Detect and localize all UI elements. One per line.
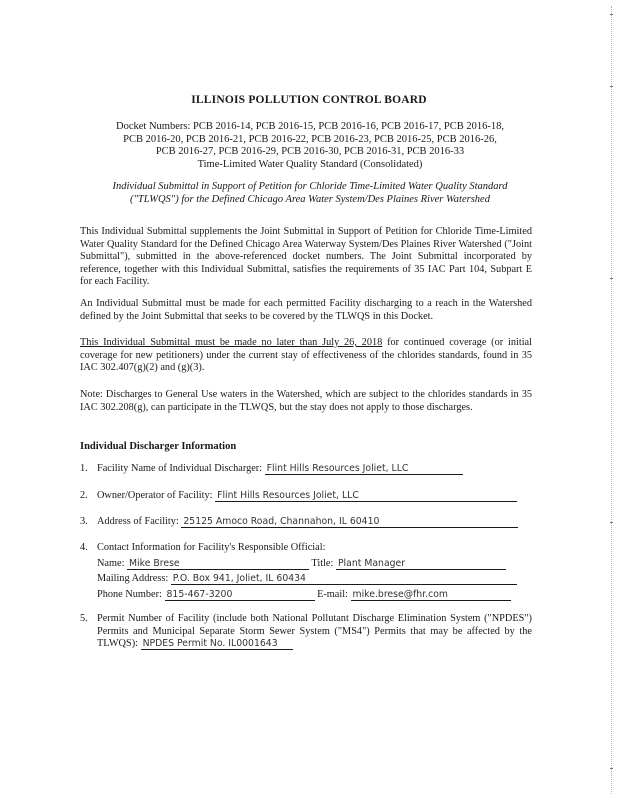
item-number: 4. — [80, 542, 88, 553]
permit-number-field[interactable]: NPDES Permit No. IL0001643 — [141, 638, 293, 650]
phone-field[interactable]: 815-467-3200 — [165, 589, 315, 601]
phone-email-row — [97, 589, 532, 605]
item-number: 3. — [80, 516, 88, 527]
submittal-subtitle — [80, 181, 540, 206]
email-label: E-mail: — [317, 588, 348, 600]
docket-block — [80, 121, 540, 171]
scan-edge — [611, 6, 612, 794]
email-field[interactable]: mike.brese@fhr.com — [351, 589, 511, 601]
deadline-rest: for continued coverage (or initial coverage for new petitioners) under the current stay of effectiveness of the chlorides standards, found in 35 IAC 302.407(g)(2) and (g)(3). — [80, 337, 532, 374]
docket-line: PCB 2016-27, PCB 2016-29, PCB 2016-30, PCB 2016-31, PCB 2016-33 — [155, 146, 465, 158]
deadline-text: This Individual Submittal must be made no later than July 26, 2018 — [80, 337, 383, 348]
item-label: Permit Number of Facility (include both National Pollutant Discharge Elimination System ("NPDES") Permits and Municipal Separate Storm Sewer System ("MS4") Permits that may be affected by the TLWQS): — [97, 613, 532, 650]
item-label: Address of Facility: — [97, 516, 179, 527]
facility-name-field[interactable]: Flint Hills Resources Joliet, LLC — [265, 463, 463, 475]
scan-mark — [610, 14, 613, 15]
item-number: 5. — [80, 613, 88, 624]
name-title-row — [97, 558, 532, 574]
item-label: Facility Name of Individual Discharger: — [97, 463, 263, 474]
scan-mark — [610, 278, 613, 279]
contact-heading-row — [97, 542, 532, 558]
title-field[interactable]: Plant Manager — [336, 558, 506, 570]
item-number: 2. — [80, 490, 88, 501]
mailing-address-field[interactable]: P.O. Box 941, Joliet, IL 60434 — [171, 573, 517, 585]
scan-mark — [610, 768, 613, 769]
phone-label: Phone Number: — [97, 588, 162, 600]
owner-operator-field[interactable]: Flint Hills Resources Joliet, LLC — [215, 490, 517, 502]
title-label: Title: — [311, 557, 334, 569]
name-label: Name: — [97, 557, 125, 569]
mailing-label: Mailing Address: — [97, 573, 169, 584]
intro-paragraph: This Individual Submittal supplements the Joint Submittal in Support of Petition for Chloride Time-Limited Water Quality Standard for the Defined Chicago Area Waterway System/Des Plaines River Watershed ("Joint Submittal"), submitted in the above-referenced docket numbers. The Joint Submittal incorporated by reference, together with this Individual Submittal, satisfies the requirements of 35 IAC Part 104, Subpart E for each Facility. — [80, 226, 532, 288]
mailing-row — [97, 573, 532, 589]
deadline-paragraph — [80, 337, 532, 375]
docket-line: Time-Limited Water Quality Standard (Consolidated) — [197, 158, 423, 170]
subtitle-line: ("TLWQS") for the Defined Chicago Area Water System/Des Plaines River Watershed — [130, 193, 490, 205]
docket-line: Docket Numbers: PCB 2016-14, PCB 2016-15, PCB 2016-16, PCB 2016-17, PCB 2016-18, — [116, 121, 504, 132]
item-label: Contact Information for Facility's Responsible Official: — [97, 542, 326, 553]
note-paragraph: Note: Discharges to General Use waters in the Watershed, which are subject to the chlorides standards in 35 IAC 302.208(g), can participate in the TLWQS, but the stay does not apply to those discharges. — [80, 389, 532, 413]
name-field[interactable]: Mike Brese — [127, 558, 309, 570]
requirement-paragraph: An Individual Submittal must be made for each permitted Facility discharging to a reach in the Watershed defined by the Joint Submittal that seeks to be covered by the TLWQS in this Docket. — [80, 298, 532, 322]
address-field[interactable]: 25125 Amoco Road, Channahon, IL 60410 — [181, 516, 518, 528]
scan-mark — [610, 522, 613, 523]
item-number: 1. — [80, 463, 88, 474]
section-heading: Individual Discharger Information — [80, 441, 237, 452]
subtitle-line: Individual Submittal in Support of Petition for Chloride Time-Limited Water Quality Standard — [112, 181, 508, 192]
scan-mark — [610, 86, 613, 87]
item-label: Owner/Operator of Facility: — [97, 490, 213, 501]
board-title: ILLINOIS POLLUTION CONTROL BOARD — [191, 94, 427, 106]
docket-line: PCB 2016-20, PCB 2016-21, PCB 2016-22, PCB 2016-23, PCB 2016-25, PCB 2016-26, — [123, 133, 497, 145]
